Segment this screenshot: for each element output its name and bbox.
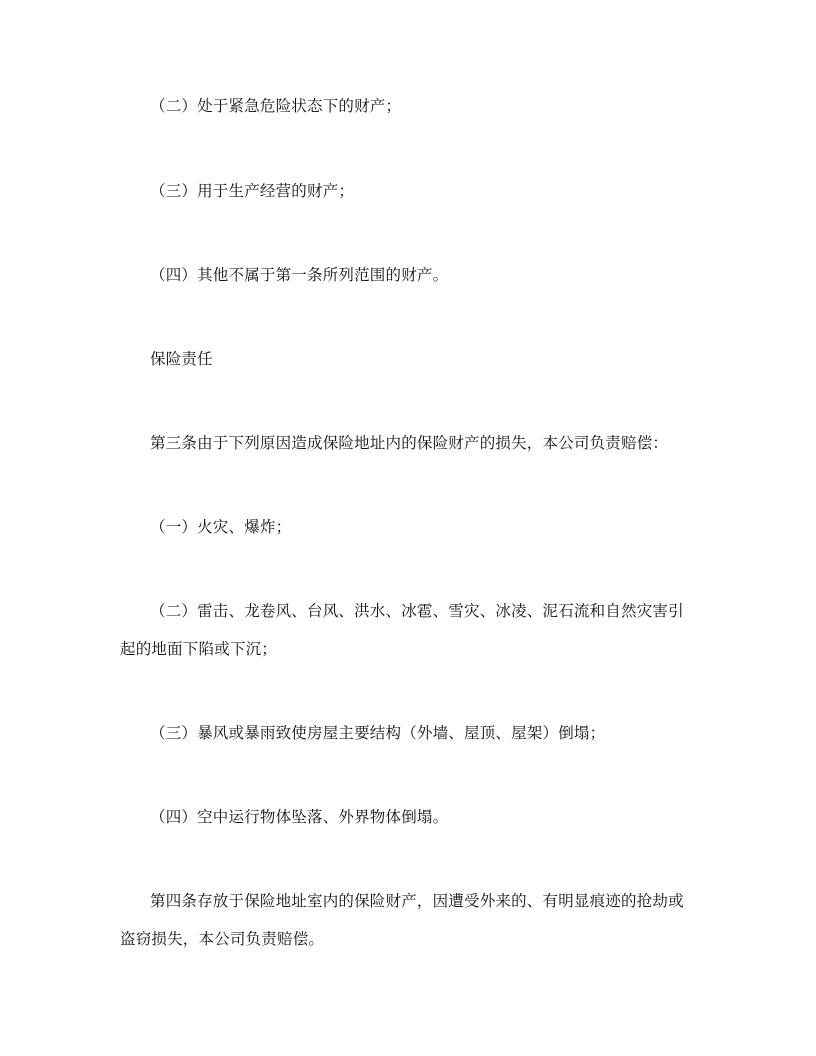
article-three-item-one: （一）火灾、爆炸； — [150, 518, 292, 536]
section-heading-insurance-liability: 保险责任 — [150, 350, 213, 368]
item-three-business-property: （三）用于生产经营的财产； — [150, 182, 355, 200]
article-three-item-two-line-two: 起的地面下陷或下沉； — [120, 640, 278, 658]
article-four-line-one: 第四条存放于保险地址室内的保险财产，因遭受外来的、有明显痕迹的抢劫或 — [150, 892, 684, 910]
item-two-emergency-property: （二）处于紧急危险状态下的财产； — [150, 97, 402, 115]
article-four-line-two: 盗窃损失，本公司负责赔偿。 — [120, 930, 325, 948]
article-three-item-two-line-one: （二）雷击、龙卷风、台风、洪水、冰雹、雪灾、冰凌、泥石流和自然灾害引 — [150, 602, 684, 620]
article-three-item-three: （三）暴风或暴雨致使房屋主要结构（外墙、屋顶、屋架）倒塌； — [150, 724, 606, 742]
article-three-text: 第三条由于下列原因造成保险地址内的保险财产的损失，本公司负责赔偿： — [150, 434, 669, 452]
article-three-item-four: （四）空中运行物体坠落、外界物体倒塌。 — [150, 808, 449, 826]
item-four-other-property: （四）其他不属于第一条所列范围的财产。 — [150, 266, 449, 284]
